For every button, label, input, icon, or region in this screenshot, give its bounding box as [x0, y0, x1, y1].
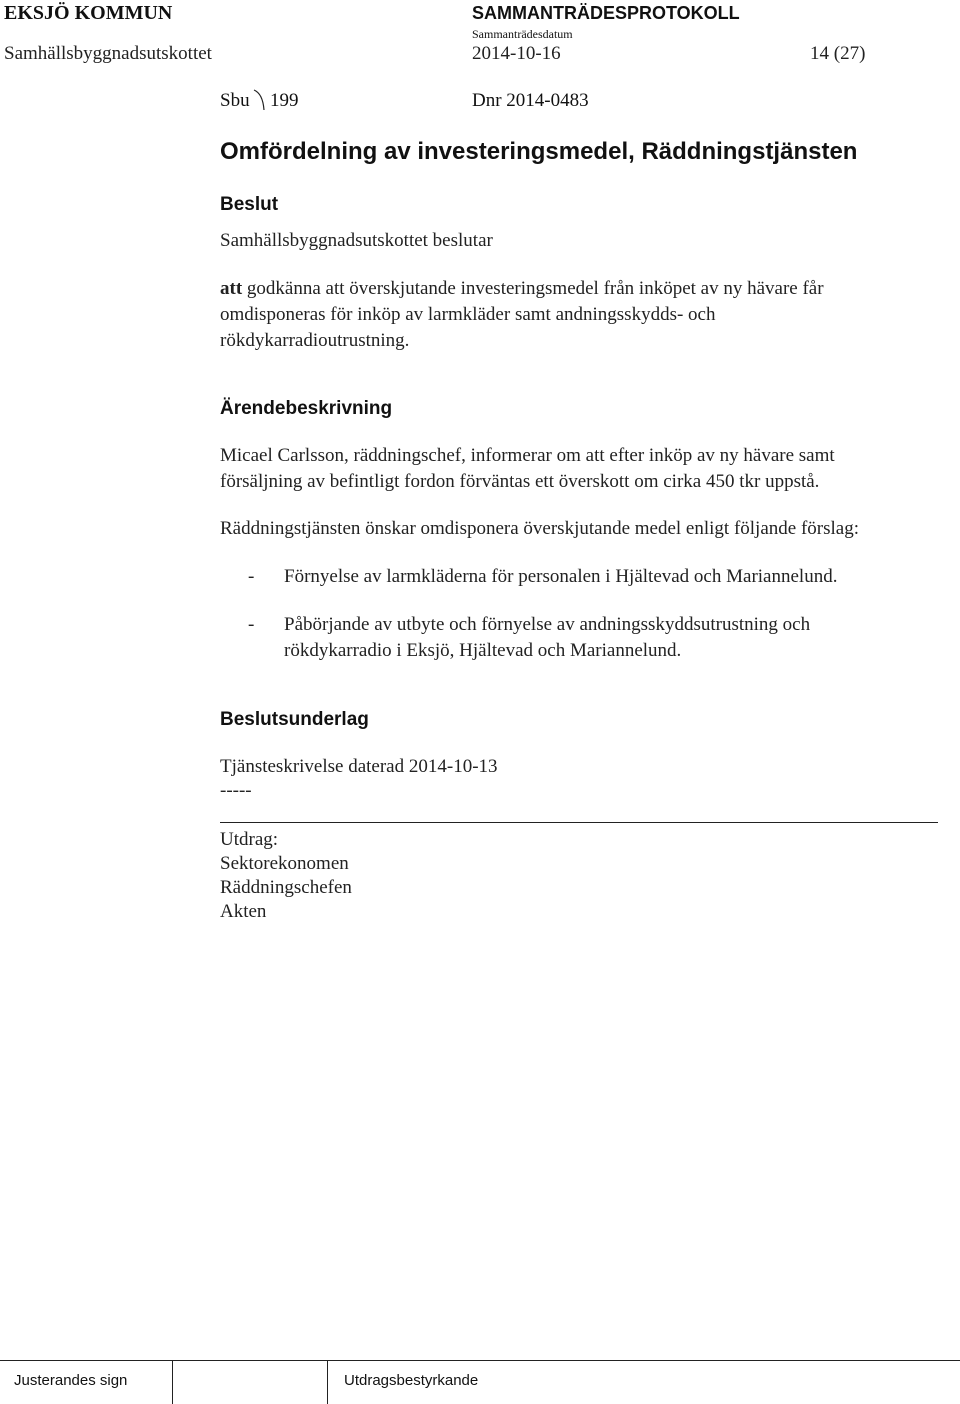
- description-paragraph-1: [220, 443, 920, 495]
- section-mark-icon: [253, 88, 265, 112]
- extract-recipient: Räddningschefen: [220, 877, 352, 898]
- bullet-item-1: [284, 564, 924, 590]
- bullet-marker: -: [248, 566, 255, 587]
- att-keyword: att: [220, 278, 243, 299]
- sbu-number: 199: [270, 90, 299, 111]
- description-paragraph-2: Räddningstjänsten önskar omdisponera överskjutande medel enligt följande förslag:: [220, 518, 859, 539]
- separator-line: [220, 822, 938, 823]
- decision-heading: Beslut: [220, 194, 279, 215]
- committee-name: Samhällsbyggnadsutskottet: [4, 43, 212, 64]
- decision-line-1-text: godkänna att överskjutande investeringsmedel från inköpet av ny hävare får: [242, 278, 824, 299]
- description-line-2: försäljning av befintligt fordon förväntas ett överskott om cirka 450 tkr uppstå.: [220, 471, 820, 492]
- footer-line: [0, 1360, 960, 1361]
- document-type: SAMMANTRÄDESPROTOKOLL: [472, 3, 740, 23]
- description-line-1: Micael Carlsson, räddningschef, informerar om att efter inköp av ny hävare samt: [220, 445, 835, 466]
- bullet-marker: -: [248, 614, 255, 635]
- bullet-item-2-line-1: Påbörjande av utbyte och förnyelse av andningsskyddsutrustning och: [284, 614, 811, 635]
- page-number: 14 (27): [810, 43, 866, 64]
- diary-number: Dnr 2014-0483: [472, 90, 589, 111]
- extract-label: Utdrag:: [220, 829, 279, 850]
- bullet-item-2: [284, 612, 924, 664]
- footer-cert-label: Utdragsbestyrkande: [344, 1372, 479, 1389]
- date-label: Sammanträdesdatum: [472, 27, 573, 41]
- extract-recipient: Akten: [220, 901, 267, 922]
- footer-divider: [172, 1360, 173, 1404]
- decision-line-2: omdisponeras för inköp av larmkläder samt andningsskydds- och: [220, 304, 716, 325]
- decision-line-3: rökdykarradioutrustning.: [220, 330, 410, 351]
- meeting-date: 2014-10-16: [472, 43, 561, 64]
- decision-intro: Samhällsbyggnadsutskottet beslutar: [220, 230, 493, 251]
- decision-line-1: [220, 276, 920, 302]
- footer-divider: [327, 1360, 328, 1404]
- decision-text: [220, 276, 920, 354]
- bullet-item-1-line-1: Förnyelse av larmkläderna för personalen i Hjältevad och Mariannelund.: [284, 566, 838, 587]
- sbu-label: Sbu: [220, 90, 250, 111]
- bullet-item-2-line-2: rökdykarradio i Eksjö, Hjältevad och Mariannelund.: [284, 640, 682, 661]
- basis-item: Tjänsteskrivelse daterad 2014-10-13: [220, 756, 498, 777]
- extract-recipient: Sektorekonomen: [220, 853, 349, 874]
- footer-sign-label: Justerandes sign: [14, 1372, 128, 1389]
- description-heading: Ärendebeskrivning: [220, 398, 393, 419]
- organization-name: EKSJÖ KOMMUN: [4, 2, 173, 24]
- page-title: Omfördelning av investeringsmedel, Räddningstjänsten: [220, 138, 858, 165]
- basis-heading: Beslutsunderlag: [220, 709, 369, 730]
- basis-dashes: -----: [220, 780, 252, 801]
